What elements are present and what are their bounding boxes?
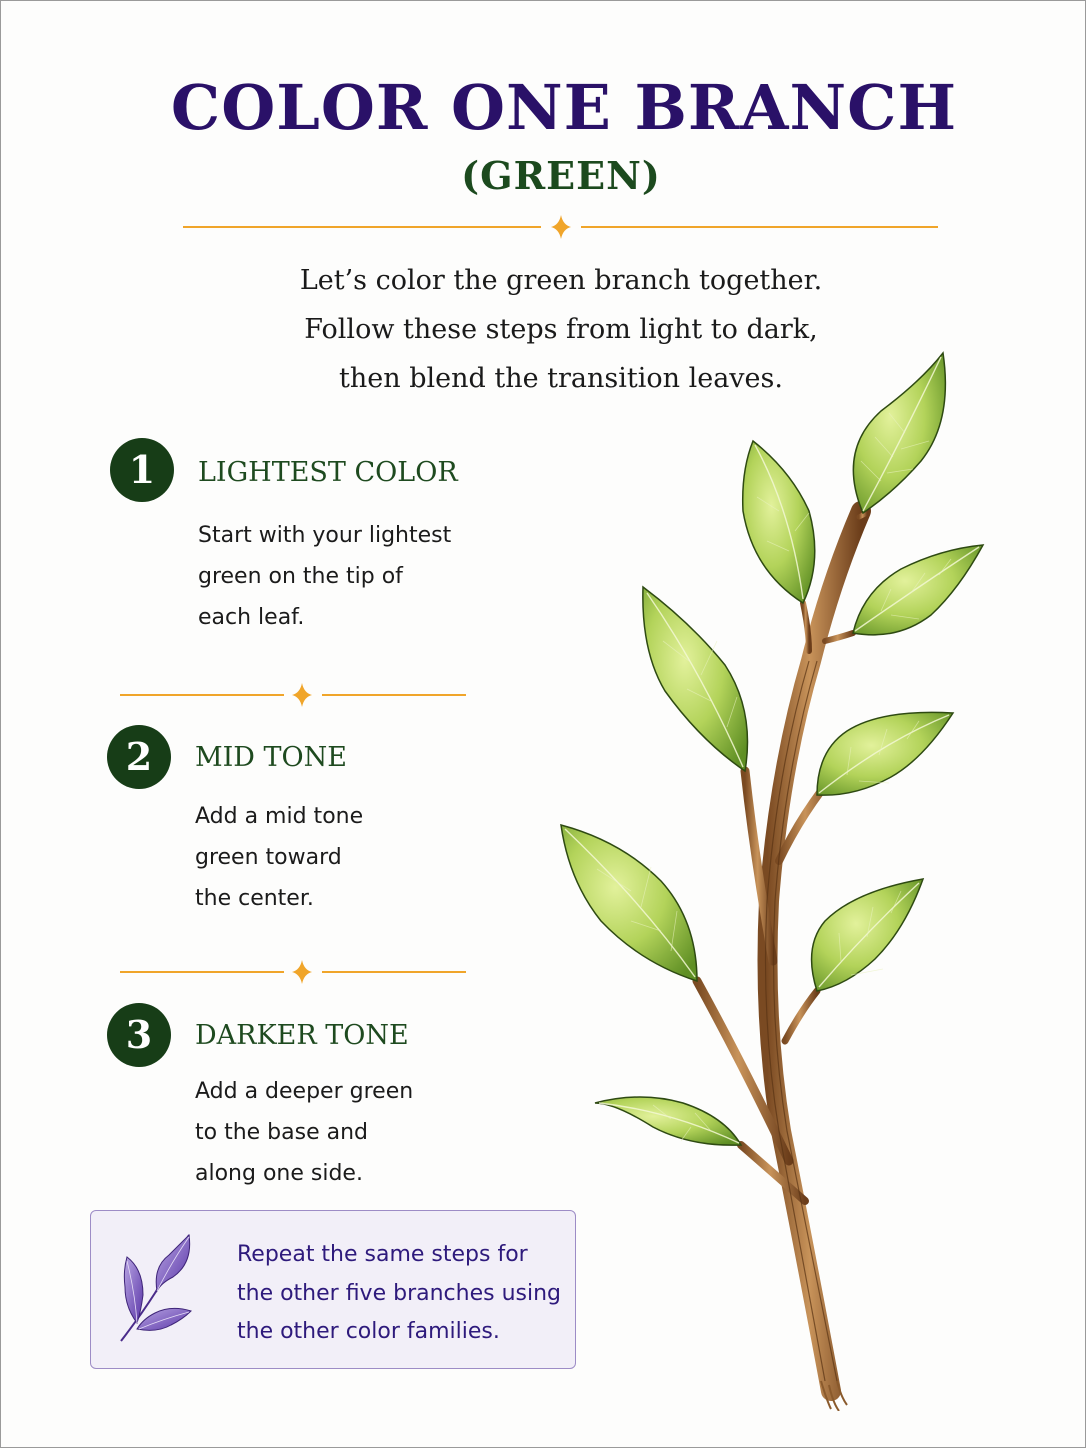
step-description-line: green toward bbox=[195, 845, 342, 870]
step-description bbox=[195, 1071, 413, 1194]
step-title: MID TONE bbox=[195, 742, 348, 773]
step-description-line: Add a deeper green bbox=[195, 1079, 414, 1104]
step-description-line: along one side. bbox=[195, 1161, 363, 1186]
step-description bbox=[198, 515, 451, 638]
step-divider bbox=[120, 687, 466, 703]
step-number-badge: 2 bbox=[107, 725, 171, 789]
step-description-line: each leaf. bbox=[198, 605, 305, 630]
step-description-line: to the base and bbox=[195, 1120, 369, 1145]
leaf-sprig-icon bbox=[113, 1233, 193, 1345]
diamond-ornament-icon bbox=[551, 215, 571, 239]
tip-note-box bbox=[90, 1210, 576, 1369]
tip-note-line: the other color families. bbox=[237, 1319, 500, 1344]
page-title: COLOR ONE BRANCH bbox=[170, 71, 958, 144]
tip-note-text bbox=[237, 1236, 561, 1352]
step-description-line: the center. bbox=[195, 886, 314, 911]
tip-note-line: Repeat the same steps for bbox=[237, 1242, 528, 1267]
step-title: DARKER TONE bbox=[195, 1020, 409, 1051]
diamond-ornament-icon bbox=[292, 683, 312, 707]
step-description-line: green on the tip of bbox=[198, 564, 403, 589]
step-title: LIGHTEST COLOR bbox=[198, 457, 458, 488]
intro-line: Let’s color the green branch together. bbox=[299, 265, 823, 296]
step-number-badge: 3 bbox=[107, 1003, 171, 1067]
page-subtitle: (GREEN) bbox=[461, 153, 661, 198]
step-description-line: Add a mid tone bbox=[195, 804, 364, 829]
green-branch-illustration bbox=[541, 341, 1001, 1411]
title-divider bbox=[183, 219, 938, 235]
step-description-line: Start with your lightest bbox=[198, 523, 452, 548]
step-divider bbox=[120, 964, 466, 980]
step-description bbox=[195, 796, 363, 919]
diamond-ornament-icon bbox=[292, 960, 312, 984]
intro-line: Follow these steps from light to dark, bbox=[304, 314, 818, 345]
intro-line: then blend the transition leaves. bbox=[339, 363, 783, 394]
tip-note-line: the other five branches using bbox=[237, 1280, 561, 1306]
step-number-badge: 1 bbox=[110, 438, 174, 502]
